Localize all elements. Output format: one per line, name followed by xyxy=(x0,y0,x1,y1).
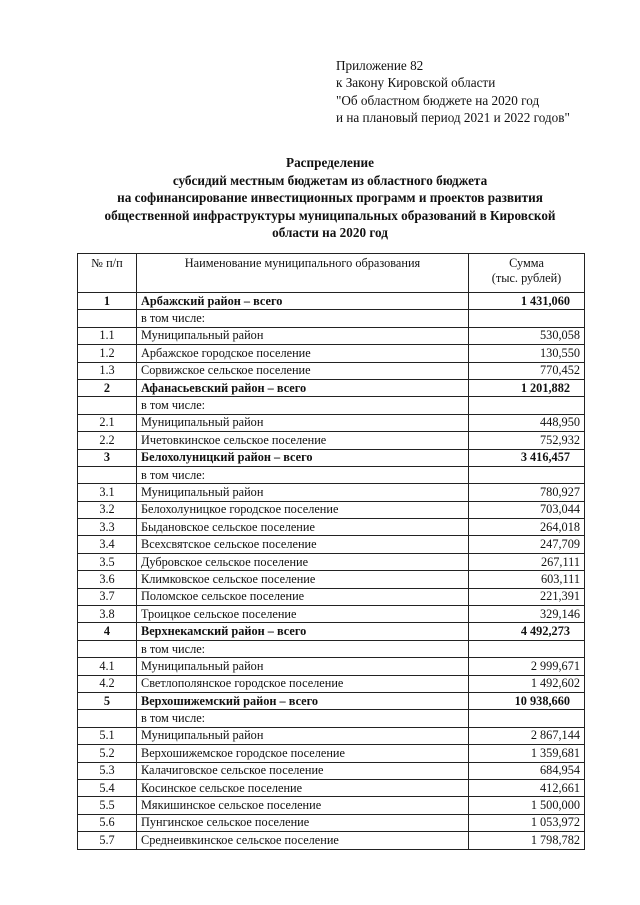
row-sum: 684,954 xyxy=(469,762,585,779)
title-line: области на 2020 год xyxy=(272,225,388,240)
row-number: 4 xyxy=(78,623,137,640)
row-name: Афанасьевский район – всего xyxy=(137,379,469,396)
row-name: Климковское сельское поселение xyxy=(137,571,469,588)
row-sum: 2 867,144 xyxy=(469,727,585,744)
title-line: общественной инфраструктуры муниципальных образований в Кировской xyxy=(104,207,556,223)
row-name: в том числе: xyxy=(137,466,469,483)
row-number: 1.3 xyxy=(78,362,137,379)
table-row xyxy=(78,727,585,744)
row-number: 3.3 xyxy=(78,519,137,536)
table-row xyxy=(78,814,585,831)
row-sum: 2 999,671 xyxy=(469,658,585,675)
row-number: 3.8 xyxy=(78,606,137,623)
row-name: Верхошижемское городское поселение xyxy=(137,745,469,762)
row-name: Троицкое сельское поселение xyxy=(137,606,469,623)
row-sum xyxy=(469,640,585,657)
row-sum: 780,927 xyxy=(469,484,585,501)
row-number: 3.1 xyxy=(78,484,137,501)
row-name: Светлополянское городское поселение xyxy=(137,675,469,692)
row-sum: 1 431,060 xyxy=(469,293,585,310)
table-row xyxy=(78,675,585,692)
row-name: Муниципальный район xyxy=(137,327,469,344)
district-total-row xyxy=(78,692,585,709)
table-row xyxy=(78,519,585,536)
table-body xyxy=(78,293,585,850)
row-sum: 221,391 xyxy=(469,588,585,605)
row-name: Ичетовкинское сельское поселение xyxy=(137,432,469,449)
row-sum: 1 201,882 xyxy=(469,379,585,396)
row-name: Всехсвятское сельское поселение xyxy=(137,536,469,553)
row-sum: 412,661 xyxy=(469,779,585,796)
row-name: Муниципальный район xyxy=(137,658,469,675)
row-name: Муниципальный район xyxy=(137,484,469,501)
table-row xyxy=(78,553,585,570)
subheading-row xyxy=(78,310,585,327)
row-number: 5 xyxy=(78,692,137,709)
row-name: в том числе: xyxy=(137,710,469,727)
row-name: в том числе: xyxy=(137,310,469,327)
row-sum: 1 053,972 xyxy=(469,814,585,831)
row-name: Среднеивкинское сельское поселение xyxy=(137,832,469,849)
appendix-header xyxy=(336,57,570,126)
row-name: Мякишинское сельское поселение xyxy=(137,797,469,814)
row-number: 3.4 xyxy=(78,536,137,553)
row-number: 4.1 xyxy=(78,658,137,675)
row-number xyxy=(78,466,137,483)
table-header-row xyxy=(78,254,585,293)
row-number: 3.7 xyxy=(78,588,137,605)
row-name: Белохолуницкое городское поселение xyxy=(137,501,469,518)
appendix-line: и на плановый период 2021 и 2022 годов" xyxy=(336,109,570,125)
row-number: 5.6 xyxy=(78,814,137,831)
row-name: Дубровское сельское поселение xyxy=(137,553,469,570)
row-number: 2.2 xyxy=(78,432,137,449)
subheading-row xyxy=(78,710,585,727)
title-line: субсидий местным бюджетам из областного бюджета xyxy=(172,172,488,188)
district-total-row xyxy=(78,623,585,640)
appendix-line: к Закону Кировской области xyxy=(336,75,496,91)
row-sum: 1 500,000 xyxy=(469,797,585,814)
appendix-line: Приложение 82 xyxy=(336,58,424,73)
row-sum: 3 416,457 xyxy=(469,449,585,466)
table-row xyxy=(78,658,585,675)
row-number: 5.5 xyxy=(78,797,137,814)
header-sum xyxy=(469,254,585,293)
row-name: Пунгинское сельское поселение xyxy=(137,814,469,831)
row-number: 4.2 xyxy=(78,675,137,692)
row-number: 3.6 xyxy=(78,571,137,588)
document-title xyxy=(60,154,600,242)
row-number xyxy=(78,397,137,414)
row-number: 3 xyxy=(78,449,137,466)
row-number: 1 xyxy=(78,293,137,310)
table-row xyxy=(78,414,585,431)
table-row xyxy=(78,588,585,605)
subheading-row xyxy=(78,397,585,414)
row-number: 2 xyxy=(78,379,137,396)
table-row xyxy=(78,345,585,362)
row-sum: 703,044 xyxy=(469,501,585,518)
row-number: 2.1 xyxy=(78,414,137,431)
row-sum xyxy=(469,710,585,727)
table-row xyxy=(78,362,585,379)
row-sum: 530,058 xyxy=(469,327,585,344)
row-name: Верхошижемский район – всего xyxy=(137,692,469,709)
table-row xyxy=(78,484,585,501)
row-sum: 247,709 xyxy=(469,536,585,553)
table-row xyxy=(78,797,585,814)
table-row xyxy=(78,762,585,779)
row-sum: 329,146 xyxy=(469,606,585,623)
row-number: 3.5 xyxy=(78,553,137,570)
table-row xyxy=(78,327,585,344)
row-name: Косинское сельское поселение xyxy=(137,779,469,796)
row-name: Арбажский район – всего xyxy=(137,293,469,310)
row-sum xyxy=(469,310,585,327)
table-row xyxy=(78,571,585,588)
row-sum: 4 492,273 xyxy=(469,623,585,640)
header-sum-line2: (тыс. рублей) xyxy=(491,271,562,285)
row-name: Муниципальный район xyxy=(137,727,469,744)
title-line: на софинансирование инвестиционных программ и проектов развития xyxy=(117,190,543,205)
row-number xyxy=(78,640,137,657)
row-sum: 10 938,660 xyxy=(469,692,585,709)
row-sum: 1 359,681 xyxy=(469,745,585,762)
row-sum: 267,111 xyxy=(469,553,585,570)
row-name: Арбажское городское поселение xyxy=(137,345,469,362)
row-sum xyxy=(469,397,585,414)
row-sum: 264,018 xyxy=(469,519,585,536)
table-row xyxy=(78,432,585,449)
row-sum: 770,452 xyxy=(469,362,585,379)
title-line: Распределение xyxy=(286,155,374,170)
row-name: Верхнекамский район – всего xyxy=(137,623,469,640)
row-name: Сорвижское сельское поселение xyxy=(137,362,469,379)
row-number: 1.1 xyxy=(78,327,137,344)
row-number: 1.2 xyxy=(78,345,137,362)
row-number: 5.4 xyxy=(78,779,137,796)
row-name: Калачиговское сельское поселение xyxy=(137,762,469,779)
row-number xyxy=(78,310,137,327)
row-sum: 448,950 xyxy=(469,414,585,431)
row-sum: 603,111 xyxy=(469,571,585,588)
district-total-row xyxy=(78,293,585,310)
row-sum: 1 798,782 xyxy=(469,832,585,849)
row-number xyxy=(78,710,137,727)
table-row xyxy=(78,536,585,553)
table-row xyxy=(78,832,585,849)
row-number: 5.1 xyxy=(78,727,137,744)
table-row xyxy=(78,779,585,796)
subsidy-distribution-table xyxy=(77,253,585,850)
appendix-line: "Об областном бюджете на 2020 год xyxy=(336,92,540,108)
row-name: Муниципальный район xyxy=(137,414,469,431)
district-total-row xyxy=(78,449,585,466)
district-total-row xyxy=(78,379,585,396)
row-sum: 1 492,602 xyxy=(469,675,585,692)
row-number: 5.3 xyxy=(78,762,137,779)
row-name: Быдановское сельское поселение xyxy=(137,519,469,536)
table-row xyxy=(78,501,585,518)
row-name: Белохолуницкий район – всего xyxy=(137,449,469,466)
subheading-row xyxy=(78,466,585,483)
table-row xyxy=(78,745,585,762)
row-sum xyxy=(469,466,585,483)
header-sum-line1: Сумма xyxy=(509,256,544,270)
subheading-row xyxy=(78,640,585,657)
header-name: Наименование муниципального образования xyxy=(137,254,469,293)
row-number: 5.2 xyxy=(78,745,137,762)
row-name: Поломское сельское поселение xyxy=(137,588,469,605)
row-number: 3.2 xyxy=(78,501,137,518)
row-name: в том числе: xyxy=(137,640,469,657)
row-sum: 752,932 xyxy=(469,432,585,449)
row-name: в том числе: xyxy=(137,397,469,414)
row-sum: 130,550 xyxy=(469,345,585,362)
table-row xyxy=(78,606,585,623)
row-number: 5.7 xyxy=(78,832,137,849)
header-number: № п/п xyxy=(78,254,137,293)
